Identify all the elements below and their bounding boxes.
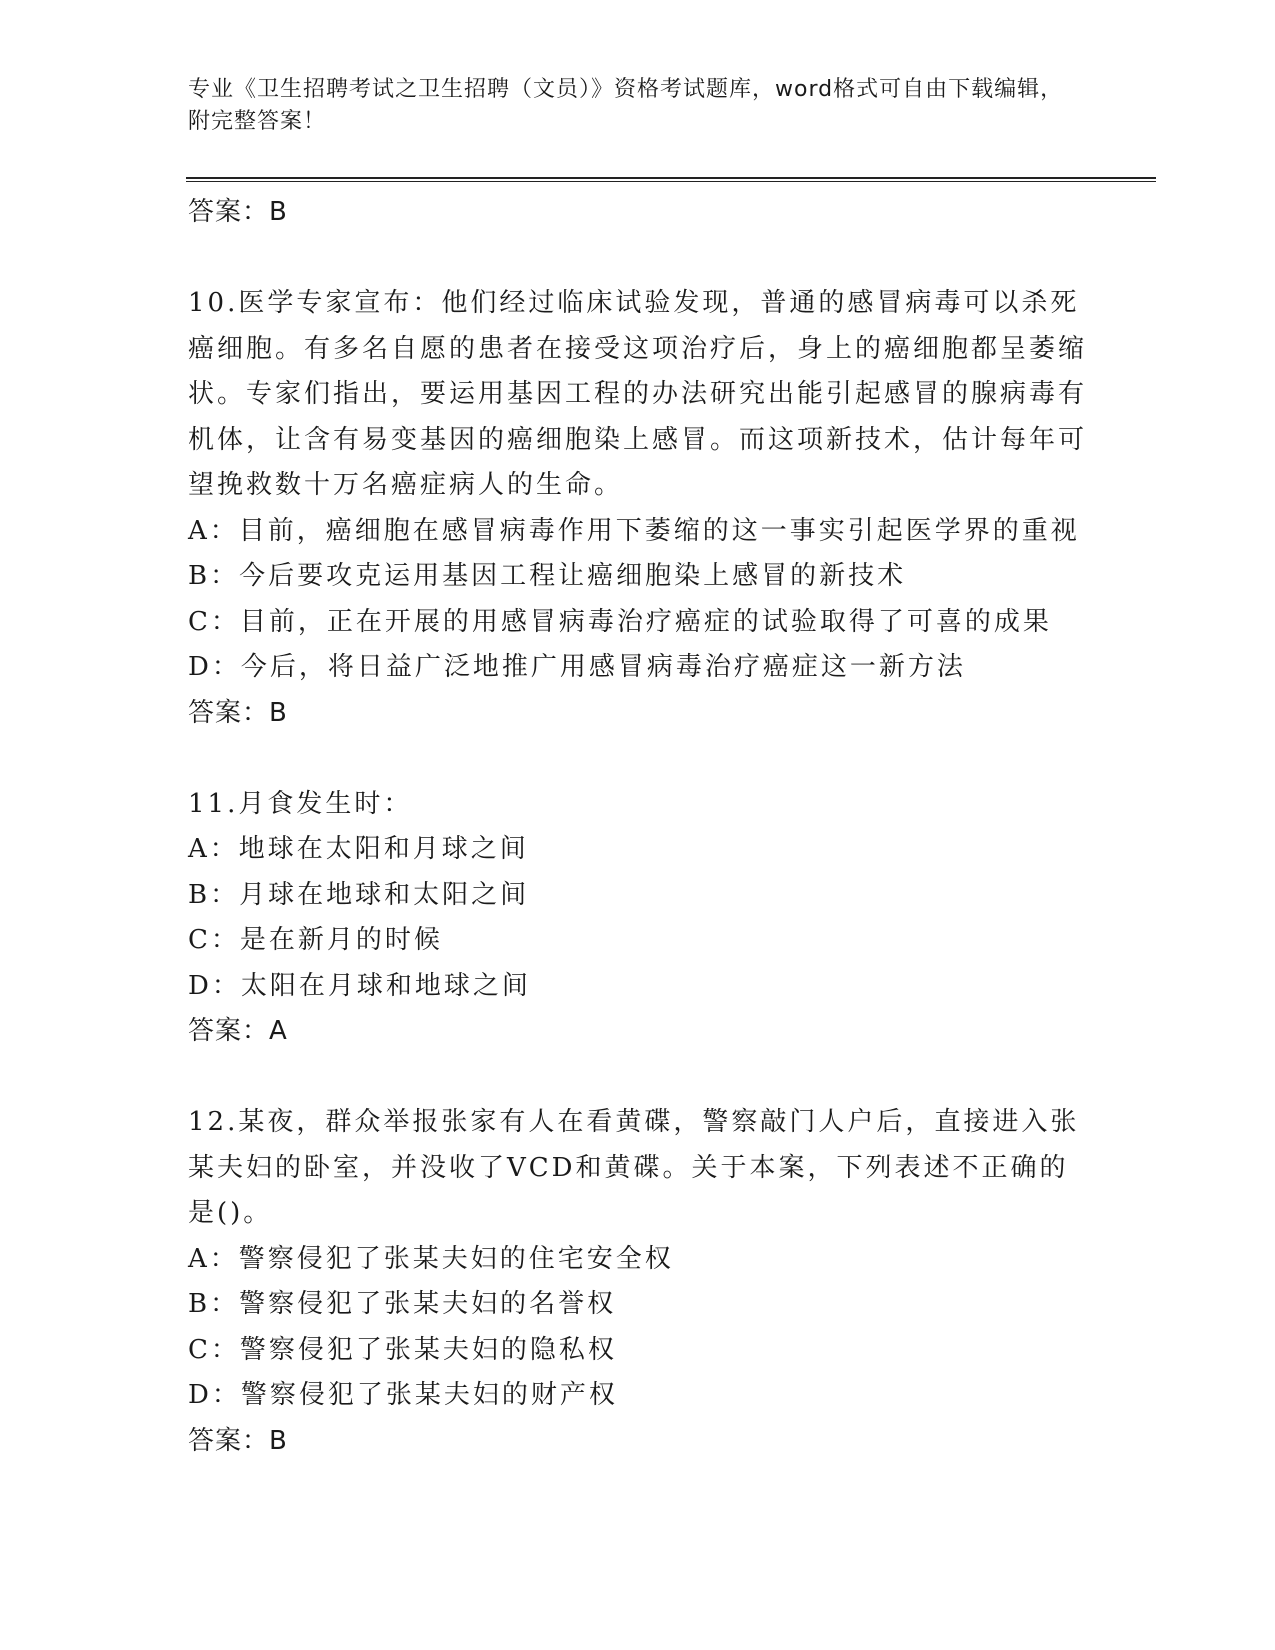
document-header-description: 专业《卫生招聘考试之卫生招聘（文员）》资格考试题库，word格式可自由下载编辑，附完整答案！ [188, 77, 1064, 134]
question-12 [188, 1100, 1088, 1463]
question-10 [188, 281, 1088, 735]
question-stem: 12.某夜，群众举报张家有人在看黄碟，警察敲门人户后，直接进入张某夫妇的卧室，并没收了VCD和黄碟。关于本案，下列表述不正确的是()。 [188, 1107, 1080, 1228]
option-c: C：是在新月的时候 [188, 925, 443, 955]
option-a: A：目前，癌细胞在感冒病毒作用下萎缩的这一事实引起医学界的重视 [188, 515, 1080, 546]
option-d: D：太阳在月球和地球之间 [188, 970, 531, 1001]
question-list [188, 190, 1088, 1463]
option-a: A：地球在太阳和月球之间 [188, 834, 529, 864]
option-a: A：警察侵犯了张某夫妇的住宅安全权 [188, 1243, 674, 1274]
previous-answer: 答案：B [188, 197, 288, 227]
question-stem: 10.医学专家宣布：他们经过临床试验发现，普通的感冒病毒可以杀死癌细胞。有多名自愿的患者在接受这项治疗后，身上的癌细胞都呈萎缩状。专家们指出，要运用基因工程的办法研究出能引起感冒的腺病毒有机体，让含有易变基因的癌细胞染上感冒。而这项新技术，估计每年可望挽救数十万名癌症病人的生命。 [188, 288, 1088, 500]
question-stem: 11.月食发生时： [188, 788, 413, 819]
option-b: B：警察侵犯了张某夫妇的名誉权 [188, 1289, 617, 1319]
question-11 [188, 782, 1088, 1054]
question-answer: 答案：B [188, 1425, 288, 1456]
option-b: B：今后要攻克运用基因工程让癌细胞染上感冒的新技术 [188, 561, 907, 591]
header-divider [186, 177, 1156, 179]
option-d: D：警察侵犯了张某夫妇的财产权 [188, 1380, 618, 1410]
question-answer: 答案：B [188, 697, 288, 728]
question-answer: 答案：A [188, 1016, 288, 1046]
option-c: C：警察侵犯了张某夫妇的隐私权 [188, 1334, 617, 1365]
option-b: B：月球在地球和太阳之间 [188, 879, 530, 910]
header-divider-thin [186, 181, 1156, 182]
option-c: C：目前，正在开展的用感冒病毒治疗癌症的试验取得了可喜的成果 [188, 606, 1052, 637]
option-d: D：今后，将日益广泛地推广用感冒病毒治疗癌症这一新方法 [188, 652, 966, 682]
